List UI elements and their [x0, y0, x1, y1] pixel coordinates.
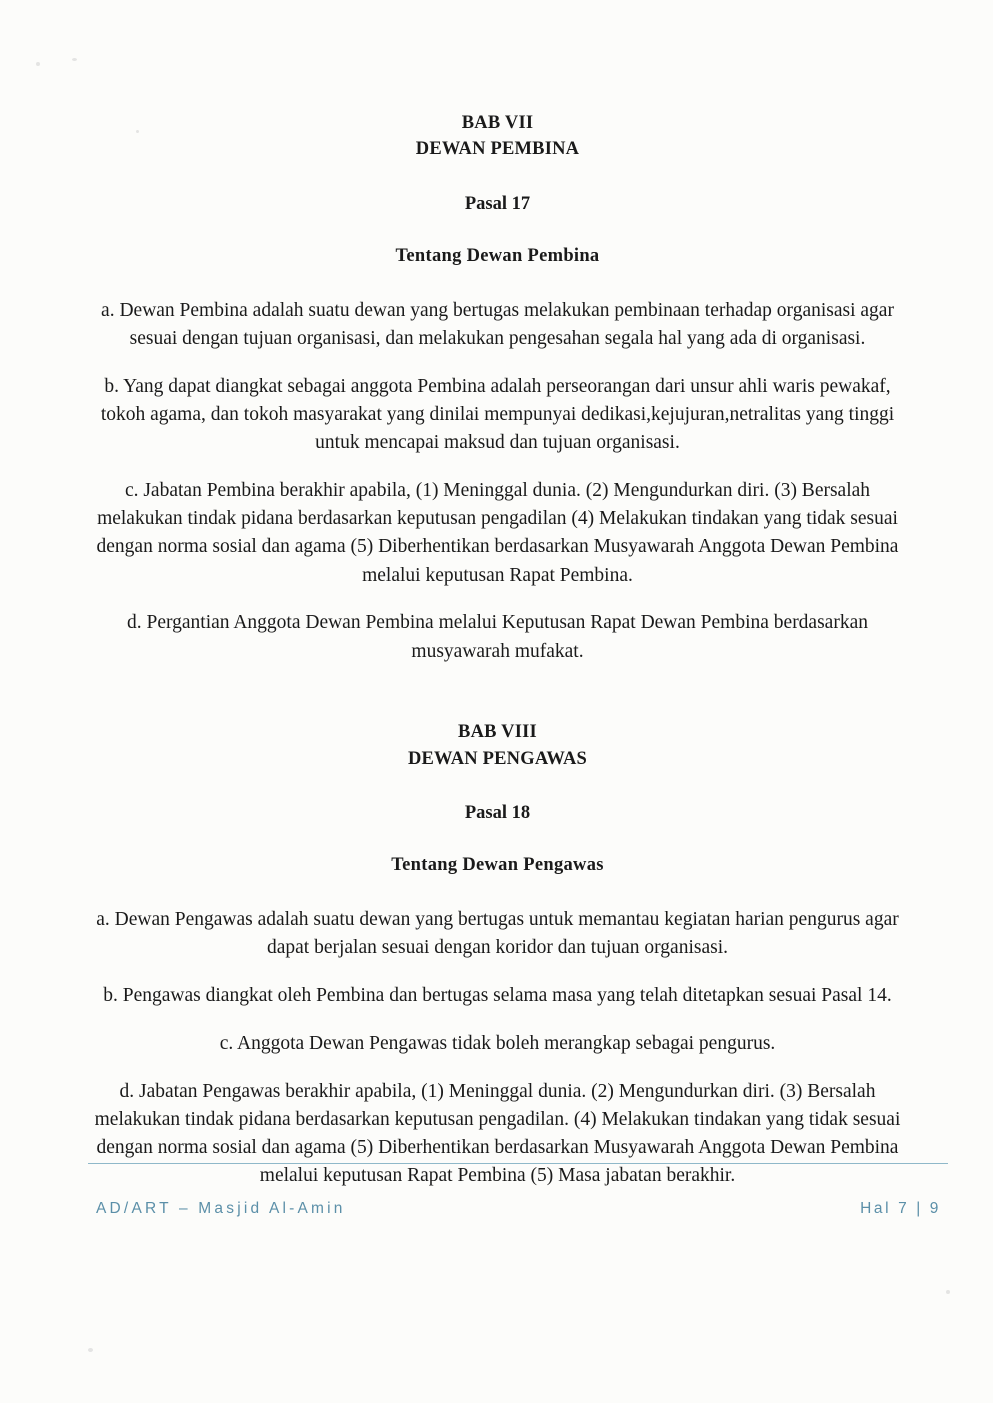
section-spacer [90, 685, 905, 719]
section-1-tentang: Tentang Dewan Pembina [395, 245, 600, 266]
scan-speck [88, 1348, 93, 1352]
section-1-dewan: DEWAN PEMBINA [415, 139, 580, 160]
scan-speck [36, 62, 40, 66]
footer-document-title: AD/ART – Masjid Al-Amin [96, 1200, 346, 1217]
paragraph-c: c. Jabatan Pembina berakhir apabila, (1) Meninggal dunia. (2) Mengundurkan diri. (3) Bersalah melakukan tindak pidana berdasarkan keputusan pengadilan (4) Melakukan tindakan yang tidak sesuai dengan norma sosial dan agama (5) Diberhentikan berdasarkan Musyawarah Anggota Dewan Pembina melalui keputusan Rapat Pembina. [96, 479, 899, 586]
section-1-bab: BAB VII [461, 113, 534, 133]
section-2-dewan: DEWAN PENGAWAS [407, 748, 588, 769]
footer-page-number: Hal 7 | 9 [860, 1200, 941, 1217]
paragraph-d: d. Jabatan Pengawas berakhir apabila, (1) Meninggal dunia. (2) Mengundurkan diri. (3) Bersalah melakukan tindak pidana berdasarkan keputusan pengadilan. (4) Melakukan tindakan yang tidak sesuai dengan norma sosial dan agama (5) Diberhentikan berdasarkan Musyawarah Anggota Dewan Pembina melalui keputusan Rapat Pembina (5) Masa jabatan berakhir. [94, 1080, 901, 1187]
section-2-pasal: Pasal 18 [464, 802, 531, 823]
document-body [90, 110, 905, 1210]
section-2-tentang: Tentang Dewan Pengawas [391, 854, 604, 875]
scan-speck [72, 58, 77, 61]
paragraph-b: b. Yang dapat diangkat sebagai anggota Pembina adalah perseorangan dari unsur ahli waris pewakaf, tokoh agama, dan tokoh masyarakat yang dinilai mempunyai dedikasi,kejujuran,netralitas yang tinggi untuk mencapai maksud dan tujuan organisasi. [100, 375, 895, 454]
footer-divider [88, 1163, 948, 1164]
paragraph-b: b. Pengawas diangkat oleh Pembina dan bertugas selama masa yang telah ditetapkan sesuai Pasal 14. [103, 985, 892, 1007]
paragraph-a: a. Dewan Pengawas adalah suatu dewan yang bertugas untuk memantau kegiatan harian pengurus agar dapat berjalan sesuai dengan koridor dan tujuan organisasi. [96, 908, 899, 959]
paragraph-c: c. Anggota Dewan Pengawas tidak boleh merangkap sebagai pengurus. [219, 1032, 776, 1054]
section-1-pasal: Pasal 17 [464, 193, 531, 214]
section-bab-viii [90, 719, 905, 1190]
page-footer [96, 1200, 941, 1218]
section-bab-vii [90, 110, 905, 666]
section-2-bab: BAB VIII [458, 722, 537, 743]
scan-speck [946, 1290, 950, 1294]
paragraph-a: a. Dewan Pembina adalah suatu dewan yang bertugas melakukan pembinaan terhadap organisasi agar sesuai dengan tujuan organisasi, dan melakukan pengesahan segala hal yang ada di organisasi. [101, 299, 894, 349]
section-2-paragraphs [90, 906, 905, 1191]
section-1-paragraphs [90, 297, 905, 666]
paragraph-d: d. Pergantian Anggota Dewan Pembina melalui Keputusan Rapat Dewan Pembina berdasarkan musyawarah mufakat. [127, 612, 868, 662]
